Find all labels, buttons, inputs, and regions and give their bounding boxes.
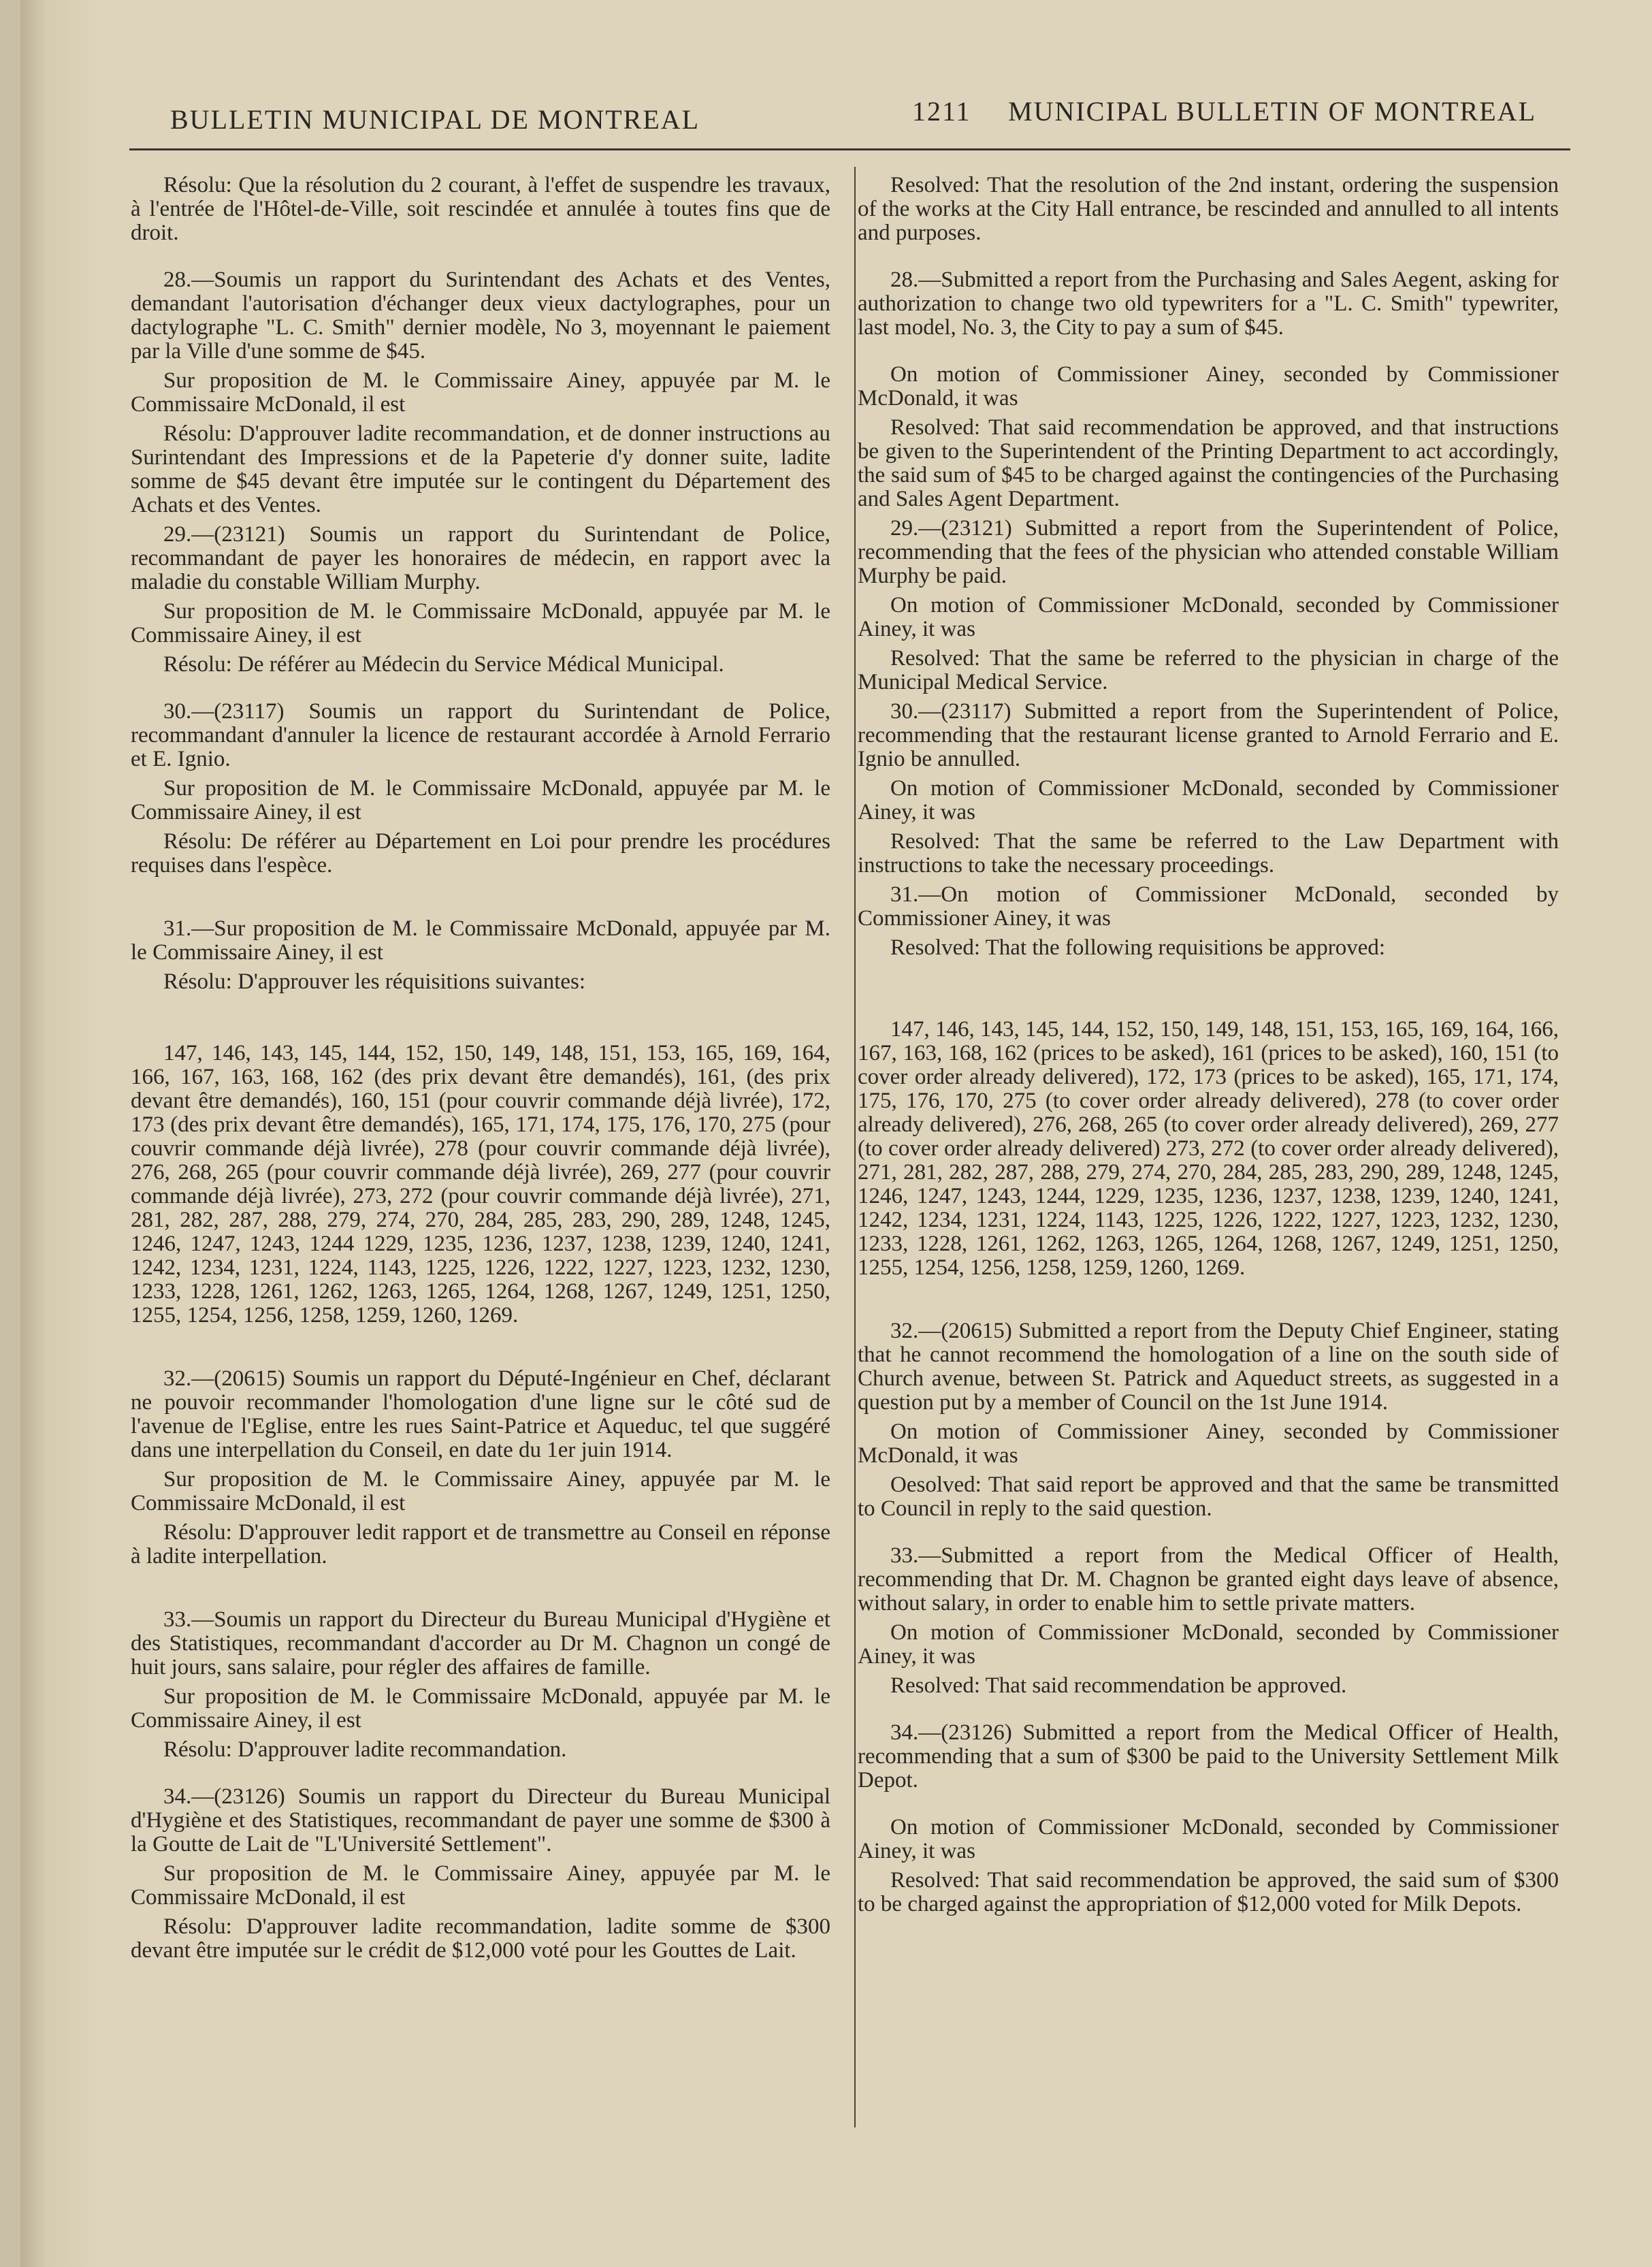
paragraph: Resolved: That said recommendation be approved, the said sum of $300 to be charged against the appropriation of $12,000 voted for Milk Depots. [858, 1868, 1559, 1916]
paragraph: 29.—(23121) Soumis un rapport du Surintendant de Police, recommandant de payer les honoraires de médecin, en rapport avec la maladie du constable William Murphy. [131, 522, 830, 594]
paragraph: Sur proposition de M. le Commissaire McDonald, appuyée par M. le Commissaire Ainey, il est [131, 1684, 830, 1733]
paragraph: On motion of Commissioner McDonald, seconded by Commissioner Ainey, it was [858, 593, 1559, 641]
page [20, 0, 1652, 2267]
paragraph: Sur proposition de M. le Commissaire Ainey, appuyée par M. le Commissaire McDonald, il est [131, 1467, 830, 1515]
paragraph: Resolved: That said recommendation be approved. [890, 1673, 1347, 1698]
paragraph: Résolu: D'approuver ladite recommandation. [163, 1737, 567, 1762]
requisition-list: 147, 146, 143, 145, 144, 152, 150, 149, 148, 151, 153, 165, 169, 164, 166, 167, 163, 168, 162 (prices to be asked), 161 (prices to be asked), 160, 151 (to cover order already delivered), 172, 173 (prices to be asked), 165, 171, 174, 175, 176, 170, 275 (to cover order already delivered), 278 (to cover order already delivered), 276, 268, 265 (to cover order already delivered), 269, 277 (to cover order already delivered) 273, 272 (to cover order already delivered), 271, 281, 282, 287, 288, 279, 274, 270, 284, 285, 283, 290, 289, 1248, 1245, 1246, 1247, 1243, 1244, 1229, 1235, 1236, 1237, 1238, 1239, 1240, 1241, 1242, 1234, 1231, 1224, 1143, 1225, 1226, 1222, 1227, 1223, 1232, 1230, 1233, 1228, 1261, 1262, 1263, 1265, 1264, 1268, 1267, 1249, 1251, 1250, 1255, 1254, 1256, 1258, 1259, 1260, 1269. [858, 1017, 1559, 1280]
paragraph: 31.—On motion of Commissioner McDonald, seconded by Commissioner Ainey, it was [858, 882, 1559, 931]
paragraph: Résolu: D'approuver ladite recommandation, et de donner instructions au Surintendant des Impressions et de la Papeterie d'y donner suite, ladite somme de $45 devant être imputée sur le contingent du Département des Achats et des Ventes. [131, 421, 830, 517]
paragraph: Résolu: D'approuver les réquisitions suivantes: [163, 969, 586, 994]
paragraph: On motion of Commissioner Ainey, seconded by Commissioner McDonald, it was [858, 1419, 1559, 1468]
paragraph: On motion of Commissioner McDonald, seconded by Commissioner Ainey, it was [858, 1815, 1559, 1863]
header-title-french: BULLETIN MUNICIPAL DE MONTREAL [170, 104, 700, 135]
paragraph: 30.—(23117) Soumis un rapport du Surintendant de Police, recommandant d'annuler la licence de restaurant accordée à Arnold Ferrario et E. Ignio. [131, 699, 830, 771]
paragraph: Résolu: D'approuver ladite recommandation, ladite somme de $300 devant être imputée sur le crédit de $12,000 voté pour les Gouttes de Lait. [131, 1914, 830, 1963]
paragraph: Résolu: Que la résolution du 2 courant, à l'effet de suspendre les travaux, à l'entrée de l'Hôtel-de-Ville, soit rescindée et annulée à toutes fins que de droit. [131, 173, 830, 245]
paragraph: Résolu: D'approuver ledit rapport et de transmettre au Conseil en réponse à ladite interpellation. [131, 1520, 830, 1569]
paragraph: Resolved: That the following requisitions be approved: [890, 935, 1386, 960]
header-title-english: MUNICIPAL BULLETIN OF MONTREAL [1008, 96, 1536, 127]
paragraph: 31.—Sur proposition de M. le Commissaire McDonald, appuyée par M. le Commissaire Ainey, il est [131, 916, 830, 965]
paragraph: Sur proposition de M. le Commissaire McDonald, appuyée par M. le Commissaire Ainey, il est [131, 776, 830, 824]
page-number: 1211 [912, 96, 971, 127]
paragraph: Sur proposition de M. le Commissaire Ainey, appuyée par M. le Commissaire McDonald, il est [131, 1861, 830, 1910]
header-rule [129, 148, 1570, 150]
paragraph: 34.—(23126) Soumis un rapport du Directeur du Bureau Municipal d'Hygiène et des Statistiques, recommandant de payer une somme de $300 à la Goutte de Lait de "L'Université Settlement". [131, 1784, 830, 1856]
paragraph: Sur proposition de M. le Commissaire McDonald, appuyée par M. le Commissaire Ainey, il est [131, 599, 830, 647]
paragraph: Sur proposition de M. le Commissaire Ainey, appuyée par M. le Commissaire McDonald, il est [131, 368, 830, 417]
paragraph: Oesolved: That said report be approved and that the same be transmitted to Council in reply to the said question. [858, 1473, 1559, 1521]
requisition-list: 147, 146, 143, 145, 144, 152, 150, 149, 148, 151, 153, 165, 169, 164, 166, 167, 163, 168, 162 (des prix devant être demandés), 161, (des prix devant être demandés), 160, 151 (pour couvrir commande déjà livrée), 172, 173 (des prix devant être demandés), 165, 171, 174, 175, 176, 170, 275 (pour couvrir commande déjà livrée), 278 (pour couvrir commande déjà livrée), 276, 268, 265 (pour couvrir commande déjà livrée), 269, 277 (pour couvrir commande déjà livrée), 273, 272 (pour couvrir commande déjà livrée), 271, 281, 282, 287, 288, 279, 274, 270, 284, 285, 283, 290, 289, 1248, 1245, 1246, 1247, 1243, 1244 1229, 1235, 1236, 1237, 1238, 1239, 1240, 1241, 1242, 1234, 1231, 1224, 1143, 1225, 1226, 1222, 1227, 1223, 1232, 1230, 1233, 1228, 1261, 1262, 1263, 1265, 1264, 1268, 1267, 1249, 1251, 1250, 1255, 1254, 1256, 1258, 1259, 1260, 1269. [131, 1041, 830, 1328]
paragraph: 32.—(20615) Submitted a report from the Deputy Chief Engineer, stating that he cannot recommend the homologation of a line on the south side of Church avenue, between St. Patrick and Aqueduct streets, as suggested in a question put by a member of Council on the 1st June 1914. [858, 1319, 1559, 1415]
paragraph: 28.—Submitted a report from the Purchasing and Sales Aegent, asking for authorization to change two old typewriters for a "L. C. Smith" typewriter, last model, No. 3, the City to pay a sum of $45. [858, 268, 1559, 340]
paragraph: On motion of Commissioner McDonald, seconded by Commissioner Ainey, it was [858, 1620, 1559, 1669]
paragraph: Résolu: De référer au Médecin du Service Médical Municipal. [163, 652, 724, 677]
paragraph: 29.—(23121) Submitted a report from the Superintendent of Police, recommending that the fees of the physician who attended constable William Murphy be paid. [858, 516, 1559, 588]
paragraph: On motion of Commissioner Ainey, seconded by Commissioner McDonald, it was [858, 362, 1559, 411]
english-column [858, 174, 1559, 1922]
paragraph: Résolu: De référer au Département en Loi pour prendre les procédures requises dans l'espèce. [131, 829, 830, 878]
paragraph: 33.—Submitted a report from the Medical Officer of Health, recommending that Dr. M. Chagnon be granted eight days leave of absence, without salary, in order to enable him to settle private matters. [858, 1543, 1559, 1615]
paragraph: Resolved: That said recommendation be approved, and that instructions be given to the Superintendent of the Printing Department to act accordingly, the said sum of $45 to be charged against the contingencies of the Purchasing and Sales Agent Department. [858, 415, 1559, 511]
paragraph: Resolved: That the same be referred to the physician in charge of the Municipal Medical Service. [858, 646, 1559, 694]
paragraph: 33.—Soumis un rapport du Directeur du Bureau Municipal d'Hygiène et des Statistiques, recommandant d'accorder au Dr M. Chagnon un congé de huit jours, sans salaire, pour régler des affaires de famille. [131, 1607, 830, 1679]
paragraph: Resolved: That the resolution of the 2nd instant, ordering the suspension of the works at the City Hall entrance, be rescinded and annulled to all intents and purposes. [858, 173, 1559, 245]
column-divider [854, 167, 856, 2127]
paragraph: 30.—(23117) Submitted a report from the Superintendent of Police, recommending that the restaurant license granted to Arnold Ferrario and E. Ignio be annulled. [858, 699, 1559, 771]
paragraph: 32.—(20615) Soumis un rapport du Député-Ingénieur en Chef, déclarant ne pouvoir recommander l'homologation d'une ligne sur le côté sud de l'avenue de l'Eglise, entre les rues Saint-Patrice et Aqueduc, tel que suggéré dans une interpellation du Conseil, en date du 1er juin 1914. [131, 1366, 830, 1462]
paragraph: Resolved: That the same be referred to the Law Department with instructions to take the necessary proceedings. [858, 829, 1559, 878]
paragraph: 28.—Soumis un rapport du Surintendant des Achats et des Ventes, demandant l'autorisation d'échanger deux vieux dactylographes, pour un dactylographe "L. C. Smith" dernier modèle, No 3, moyennant le paiement par la Ville d'une somme de $45. [131, 268, 830, 364]
french-column [131, 174, 830, 1968]
page-header [123, 95, 1570, 135]
paragraph: On motion of Commissioner McDonald, seconded by Commissioner Ainey, it was [858, 776, 1559, 824]
paragraph: 34.—(23126) Submitted a report from the Medical Officer of Health, recommending that a sum of $300 be paid to the University Settlement Milk Depot. [858, 1720, 1559, 1792]
